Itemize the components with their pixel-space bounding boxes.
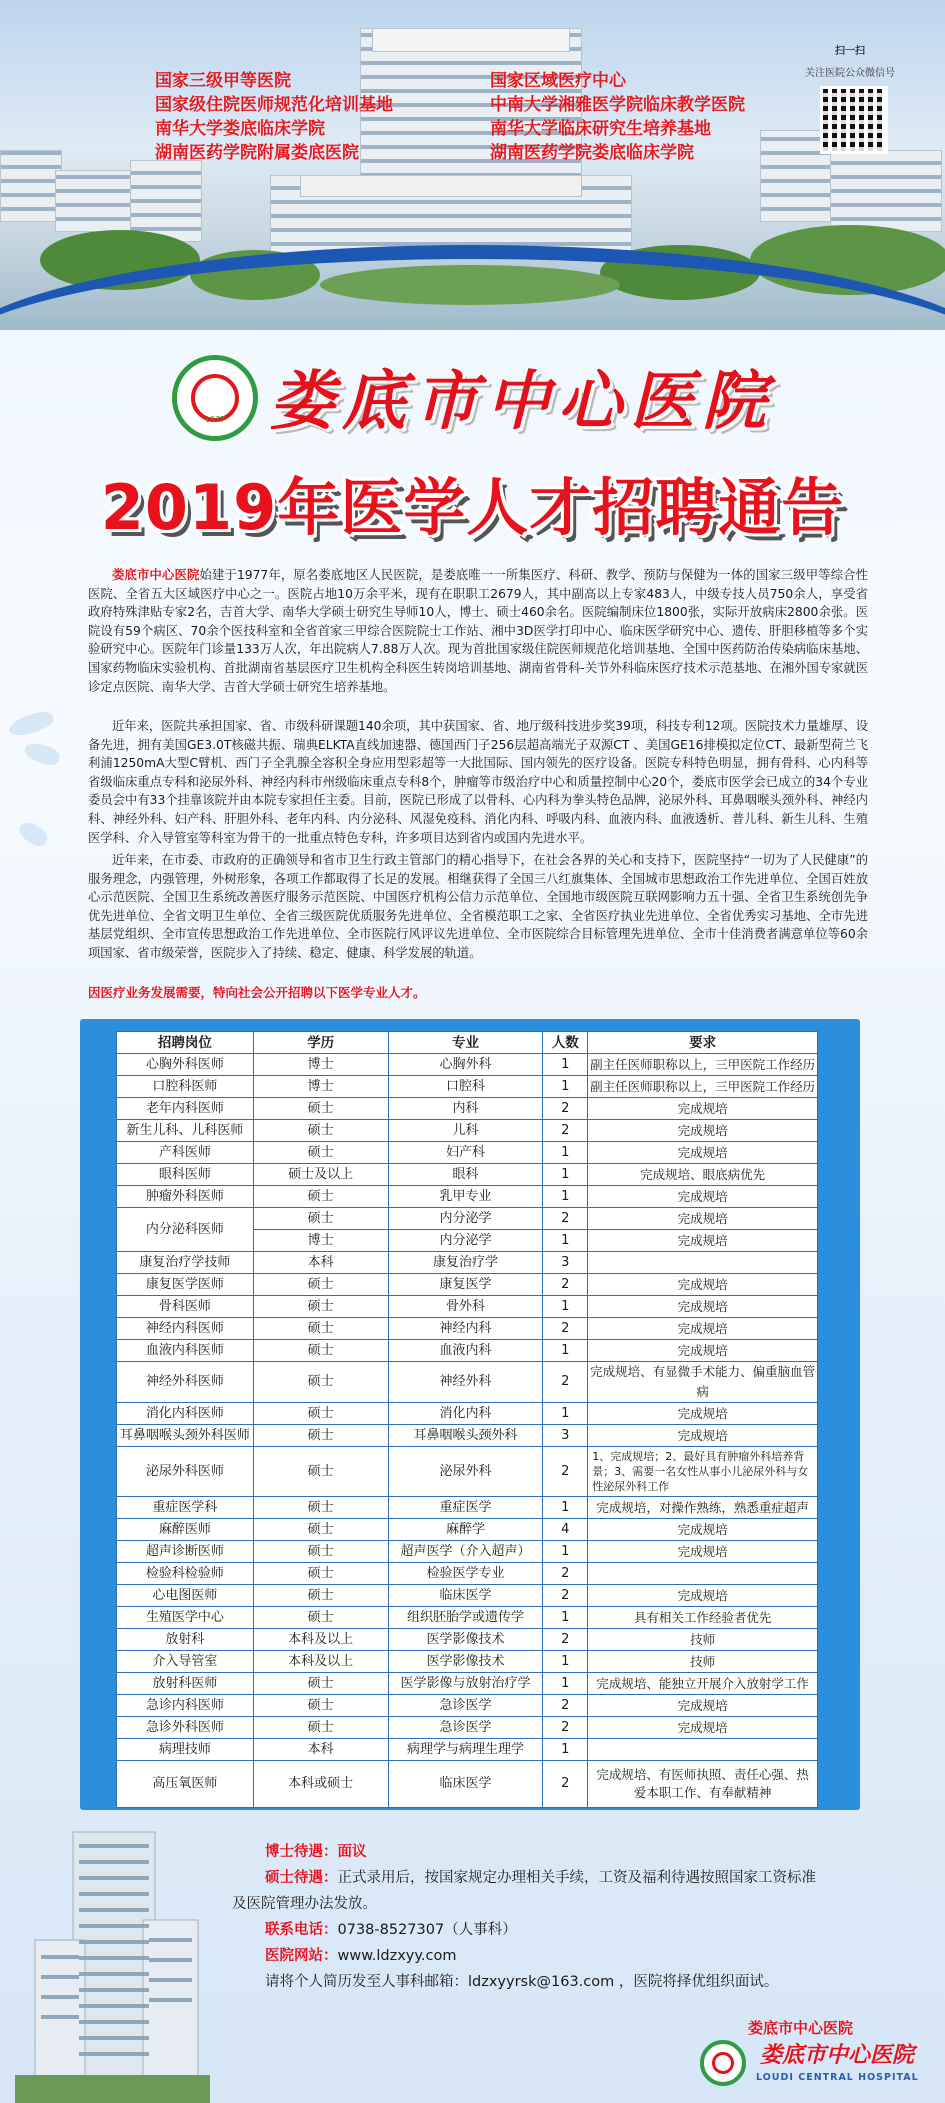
- table-row: [117, 1739, 818, 1761]
- cell-major: 医学影像技术: [388, 1651, 543, 1673]
- cell-position: 神经内科医师: [117, 1318, 254, 1340]
- cell-count: 2: [543, 1695, 588, 1717]
- cell-requirements: 1、完成规培；2、最好具有肿瘤外科培养背景；3、需要一名女性从事小儿泌尿外科与女性泌尿外科工作: [588, 1447, 818, 1497]
- intro-hospital-name: 娄底市中心医院: [112, 568, 200, 582]
- col-header-requirements: 要求: [588, 1032, 818, 1054]
- master-label: 硕士待遇：: [265, 1870, 338, 1886]
- cell-education: 硕士: [253, 1274, 388, 1296]
- cell-position: 消化内科医师: [117, 1403, 254, 1425]
- table-row: [117, 1403, 818, 1425]
- cell-education: 硕士: [253, 1403, 388, 1425]
- cell-count: 2: [543, 1761, 588, 1808]
- cell-education: 博士: [253, 1076, 388, 1098]
- cell-count: 2: [543, 1447, 588, 1497]
- cell-position: 内分泌科医师: [117, 1208, 254, 1252]
- cell-major: 急诊医学: [388, 1717, 543, 1739]
- cell-position: 心胸外科医师: [117, 1054, 254, 1076]
- cell-position: 麻醉医师: [117, 1519, 254, 1541]
- cell-major: 超声医学（介入超声）: [388, 1541, 543, 1563]
- cell-position: 康复医学医师: [117, 1274, 254, 1296]
- cell-major: 妇产科: [388, 1142, 543, 1164]
- cell-education: 硕士: [253, 1142, 388, 1164]
- cell-education: 硕士: [253, 1208, 388, 1230]
- phd-label: 博士待遇：: [265, 1844, 338, 1860]
- cell-education: 硕士: [253, 1717, 388, 1739]
- cell-requirements: 完成规培: [588, 1519, 818, 1541]
- contact-phone: [265, 1918, 517, 1939]
- cell-count: 1: [543, 1340, 588, 1362]
- cell-major: 神经内科: [388, 1318, 543, 1340]
- table-row: [117, 1274, 818, 1296]
- cell-major: 病理学与病理生理学: [388, 1739, 543, 1761]
- qr-code-icon[interactable]: [820, 86, 888, 154]
- table-row: [117, 1629, 818, 1651]
- table-row: [117, 1318, 818, 1340]
- cell-requirements: [588, 1563, 818, 1585]
- dove-icon: [6, 708, 55, 741]
- cell-education: 硕士及以上: [253, 1164, 388, 1186]
- cell-education: 硕士: [253, 1098, 388, 1120]
- cell-major: 临床医学: [388, 1585, 543, 1607]
- cell-count: 1: [543, 1230, 588, 1252]
- cell-education: 硕士: [253, 1695, 388, 1717]
- cell-education: 博士: [253, 1230, 388, 1252]
- hospital-website: [265, 1944, 456, 1965]
- cell-count: 1: [543, 1497, 588, 1519]
- cell-position: 泌尿外科医师: [117, 1447, 254, 1497]
- cell-count: 1: [543, 1186, 588, 1208]
- cell-education: 硕士: [253, 1519, 388, 1541]
- cell-count: 3: [543, 1252, 588, 1274]
- table-row: [117, 1076, 818, 1098]
- credential-left-1: 国家三级甲等医院: [155, 71, 291, 91]
- cell-major: 内科: [388, 1098, 543, 1120]
- cell-requirements: 技师: [588, 1629, 818, 1651]
- cell-count: 1: [543, 1076, 588, 1098]
- table-row: [117, 1252, 818, 1274]
- website-link[interactable]: www.ldzxyy.com: [337, 1948, 457, 1964]
- recruitment-table-panel: [80, 1019, 860, 1810]
- dove-icon: [16, 819, 51, 850]
- cell-requirements: 技师: [588, 1651, 818, 1673]
- footer-logo: [700, 2040, 746, 2086]
- col-header-count: 人数: [543, 1032, 588, 1054]
- phone-label: 联系电话：: [265, 1922, 338, 1938]
- cell-major: 医学影像与放射治疗学: [388, 1673, 543, 1695]
- cell-count: 1: [543, 1164, 588, 1186]
- hospital-building-image: [15, 1820, 210, 2103]
- table-row: [117, 1296, 818, 1318]
- col-header-position: 招聘岗位: [117, 1032, 254, 1054]
- cell-count: 1: [543, 1673, 588, 1695]
- cell-count: 1: [543, 1296, 588, 1318]
- cell-count: 1: [543, 1541, 588, 1563]
- table-body: [117, 1054, 818, 1808]
- cell-major: 重症医学: [388, 1497, 543, 1519]
- cell-position: 心电图医师: [117, 1585, 254, 1607]
- cell-major: 临床医学: [388, 1761, 543, 1808]
- table-row: [117, 1186, 818, 1208]
- logo-year: 1977: [204, 415, 226, 424]
- cell-major: 医学影像技术: [388, 1629, 543, 1651]
- cell-requirements: 完成规培: [588, 1717, 818, 1739]
- cell-requirements: [588, 1252, 818, 1274]
- recruitment-note: 因医疗业务发展需要，特向社会公开招聘以下医学专业人才。: [88, 985, 426, 1000]
- cell-position: 产科医师: [117, 1142, 254, 1164]
- cell-major: 血液内科: [388, 1340, 543, 1362]
- dove-icon: [22, 741, 61, 768]
- cell-education: 硕士: [253, 1318, 388, 1340]
- cell-major: 急诊医学: [388, 1695, 543, 1717]
- cell-count: 2: [543, 1563, 588, 1585]
- table-row: [117, 1717, 818, 1739]
- cell-position: 检验科检验师: [117, 1563, 254, 1585]
- col-header-education: 学历: [253, 1032, 388, 1054]
- cell-major: 眼科: [388, 1164, 543, 1186]
- cell-requirements: 完成规培: [588, 1186, 818, 1208]
- cell-position: 肿瘤外科医师: [117, 1186, 254, 1208]
- cell-requirements: 完成规培，对操作熟练，熟悉重症超声: [588, 1497, 818, 1519]
- cell-education: 硕士: [253, 1340, 388, 1362]
- cell-count: 2: [543, 1362, 588, 1403]
- cell-major: 内分泌学: [388, 1230, 543, 1252]
- cell-major: 检验医学专业: [388, 1563, 543, 1585]
- cell-count: 1: [543, 1142, 588, 1164]
- cell-count: 2: [543, 1629, 588, 1651]
- table-row: [117, 1563, 818, 1585]
- footer-logo-text: 娄底市中心医院: [760, 2042, 915, 2068]
- credential-right-1: 国家区域医疗中心: [490, 71, 626, 91]
- cell-major: 麻醉学: [388, 1519, 543, 1541]
- table-row: [117, 1695, 818, 1717]
- table-row: [117, 1761, 818, 1808]
- cell-count: 2: [543, 1318, 588, 1340]
- table-header-row: [117, 1032, 818, 1054]
- cell-count: 1: [543, 1651, 588, 1673]
- cell-count: 1: [543, 1403, 588, 1425]
- cell-count: 4: [543, 1519, 588, 1541]
- intro-paragraph-2: 近年来，医院共承担国家、省、市级科研课题140余项，其中获国家、省、地厅级科技进步奖39项，科技专利12项。医院技术力量雄厚、设备先进，拥有美国GE3.0T核磁共振、瑞典ELKTA直线加速器、德国西门子256层超高端光子双源CT 、美国GE16排模拟定位CT、最新型荷兰飞利浦1250mA大型C臂机、西门子全乳腺全容积全身应用型彩超等一大批国际、国内领先的医疗设备。医院专科特色明显，拥有骨科、心内科等省级临床重点专科和泌尿外科、神经内科市州级临床重点专科8个，肿瘤等市级治疗中心和质量控制中心20个，娄底市医学会已成立的34个专业委员会中有33个挂靠该院并由本院专家担任主委。目前，医院已形成了以骨科、心内科为拳头特色品牌，泌尿外科、耳鼻咽喉头颈外科、神经内科、神经外科、妇产科、肝胆外科、老年内科、内分泌科、风湿免疫科、消化内科、呼吸内科、血液内科、血液透析、普儿科、新生儿科、生殖医学科、介入导管室等科室为骨干的一批重点特色专科，许多项目达到省内或国内先进水平。: [88, 719, 868, 845]
- master-benefits: [265, 1866, 816, 1887]
- cell-major: 耳鼻咽喉头颈外科: [388, 1425, 543, 1447]
- cell-requirements: 完成规培: [588, 1274, 818, 1296]
- cell-major: 心胸外科: [388, 1054, 543, 1076]
- phone-value[interactable]: 0738-8527307（人事科）: [337, 1922, 517, 1938]
- cell-position: 放射科医师: [117, 1673, 254, 1695]
- cell-major: 康复治疗学: [388, 1252, 543, 1274]
- cell-requirements: 完成规培: [588, 1318, 818, 1340]
- cell-requirements: 完成规培: [588, 1098, 818, 1120]
- cell-position: 康复治疗学技师: [117, 1252, 254, 1274]
- cell-requirements: 完成规培: [588, 1296, 818, 1318]
- table-row: [117, 1651, 818, 1673]
- cell-position: 介入导管室: [117, 1651, 254, 1673]
- cell-position: 重症医学科: [117, 1497, 254, 1519]
- cell-position: 病理技师: [117, 1739, 254, 1761]
- cell-major: 儿科: [388, 1120, 543, 1142]
- cell-position: 口腔科医师: [117, 1076, 254, 1098]
- cell-position: 血液内科医师: [117, 1340, 254, 1362]
- cell-position: 眼科医师: [117, 1164, 254, 1186]
- cell-requirements: 完成规培: [588, 1340, 818, 1362]
- header-banner: [0, 0, 945, 330]
- cell-position: 放射科: [117, 1629, 254, 1651]
- cell-education: 本科: [253, 1252, 388, 1274]
- cell-education: 硕士: [253, 1447, 388, 1497]
- cell-education: 硕士: [253, 1497, 388, 1519]
- cell-requirements: 完成规培: [588, 1541, 818, 1563]
- cell-position: 神经外科医师: [117, 1362, 254, 1403]
- cell-count: 1: [543, 1054, 588, 1076]
- table-row: [117, 1607, 818, 1629]
- table-row: [117, 1585, 818, 1607]
- cell-education: 硕士: [253, 1362, 388, 1403]
- cell-requirements: 副主任医师职称以上，三甲医院工作经历: [588, 1054, 818, 1076]
- cell-education: 本科及以上: [253, 1629, 388, 1651]
- credential-left-2: 国家级住院医师规范化培训基地: [155, 95, 393, 115]
- cell-major: 口腔科: [388, 1076, 543, 1098]
- table-row: [117, 1497, 818, 1519]
- cell-position: 急诊内科医师: [117, 1695, 254, 1717]
- cell-requirements: 完成规培、有显微手术能力、偏重脑血管病: [588, 1362, 818, 1403]
- cell-count: 2: [543, 1208, 588, 1230]
- email-instruction: 请将个人简历发至人事科邮箱：ldzxyyrsk@163.com ，医院将择优组织面试。: [265, 1974, 779, 1990]
- cell-education: 本科: [253, 1739, 388, 1761]
- recruitment-table: [116, 1031, 818, 1808]
- cell-education: 硕士: [253, 1296, 388, 1318]
- cell-position: 急诊外科医师: [117, 1717, 254, 1739]
- credential-right-4: 湖南医药学院娄底临床学院: [490, 143, 694, 163]
- cell-education: 本科及以上: [253, 1651, 388, 1673]
- cell-count: 2: [543, 1717, 588, 1739]
- table-row: [117, 1447, 818, 1497]
- cell-education: 硕士: [253, 1120, 388, 1142]
- master-value: 正式录用后，按国家规定办理相关手续，工资及福利待遇按照国家工资标准: [337, 1870, 816, 1886]
- cell-count: 2: [543, 1585, 588, 1607]
- hospital-name: 娄底市中心医院: [270, 364, 774, 439]
- table-row: [117, 1120, 818, 1142]
- cell-position: 超声诊断医师: [117, 1541, 254, 1563]
- qr-label-top: 扫一扫: [835, 46, 865, 57]
- cell-position: 生殖医学中心: [117, 1607, 254, 1629]
- cell-requirements: [588, 1739, 818, 1761]
- cell-position: 新生儿科、儿科医师: [117, 1120, 254, 1142]
- page-title: 2019年医学人才招聘通告: [100, 471, 845, 544]
- cell-education: 博士: [253, 1054, 388, 1076]
- cell-major: 神经外科: [388, 1362, 543, 1403]
- cell-education: 硕士: [253, 1186, 388, 1208]
- cell-position: 耳鼻咽喉头颈外科医师: [117, 1425, 254, 1447]
- phd-benefits: [265, 1840, 367, 1861]
- credential-right-3: 南华大学临床研究生培养基地: [490, 119, 711, 139]
- table-row: [117, 1164, 818, 1186]
- cell-requirements: 完成规培: [588, 1142, 818, 1164]
- cell-education: 硕士: [253, 1585, 388, 1607]
- table-row: [117, 1425, 818, 1447]
- cell-education: 硕士: [253, 1607, 388, 1629]
- cell-position: 骨科医师: [117, 1296, 254, 1318]
- master-benefits-cont: 及医院管理办法发放。: [232, 1896, 377, 1912]
- footer-english-name: LOUDI CENTRAL HOSPITAL: [756, 2072, 919, 2083]
- intro-paragraph-3: 近年来，在市委、市政府的正确领导和省市卫生行政主管部门的精心指导下，在社会各界的关心和支持下，医院坚持“一切为了人民健康”的服务理念，内强管理，外树形象，各项工作都取得了长足的发展。相继获得了全国三八红旗集体、全国城市思想政治工作先进单位、全国百姓放心示范医院、全国卫生系统改善医疗服务示范医院、中国医疗机构公信力示范单位、全国地市级医院互联网影响力五十强、全省卫生系统创先争优先进单位、全省文明卫生单位、全省三级医院优质服务先进单位、全省模范职工之家、全省医疗执业先进单位、全省优秀实习基地、全市先进基层党组织、全市宣传思想政治工作先进单位、全市医院行风评议先进单位、全市医院综合目标管理先进单位、全市十佳消费者满意单位等60余项国家、省市级荣誉，医院步入了持续、稳定、健康、科学发展的轨道。: [88, 853, 868, 960]
- cell-requirements: 完成规培、有医师执照、责任心强、热爱本职工作、有奉献精神: [588, 1761, 818, 1808]
- cell-major: 康复医学: [388, 1274, 543, 1296]
- cell-requirements: 完成规培: [588, 1585, 818, 1607]
- cell-count: 2: [543, 1098, 588, 1120]
- cell-requirements: 完成规培: [588, 1120, 818, 1142]
- website-label: 医院网站：: [265, 1948, 338, 1964]
- hospital-logo: [172, 355, 258, 441]
- cell-major: 乳甲专业: [388, 1186, 543, 1208]
- col-header-major: 专业: [388, 1032, 543, 1054]
- phd-value: 面议: [337, 1844, 367, 1860]
- cell-education: 硕士: [253, 1425, 388, 1447]
- cell-major: 组织胚胎学或遗传学: [388, 1607, 543, 1629]
- cell-count: 3: [543, 1425, 588, 1447]
- cell-count: 2: [543, 1274, 588, 1296]
- cell-major: 内分泌学: [388, 1208, 543, 1230]
- cell-education: 硕士: [253, 1673, 388, 1695]
- intro-paragraph-1: [88, 566, 868, 696]
- credential-left-4: 湖南医药学院附属娄底医院: [155, 143, 359, 163]
- cell-requirements: 副主任医师职称以上，三甲医院工作经历: [588, 1076, 818, 1098]
- table-row: [117, 1340, 818, 1362]
- cell-position: 老年内科医师: [117, 1098, 254, 1120]
- cell-position: 高压氧医师: [117, 1761, 254, 1808]
- intro-text-1: 始建于1977年，原名娄底地区人民医院，是娄底唯一一所集医疗、科研、教学、预防与保健为一体的国家三级甲等综合性医院、全省五大区域医疗中心之一。医院占地10万余平米，现有在职职工2679人，其中副高以上专家483人，中级专技人员750余人，享受省政府特殊津贴专家2名，吉首大学、南华大学硕士研究生导师10人，博士、硕士460余名。医院编制床位1800张，实际开放病床2800余张。医院设有59个病区、70余个医技科室和全省首家三甲综合医院院士工作站、湘中3D医学打印中心、临床医学研究中心、遗传、肝胆移植等多个实验研究中心。医院年门诊量133万人次，年出院病人7.88万人次。现为首批国家级住院医师规范化培训基地、全国中医药防治传染病临床基地、国家药物临床实验机构、首批湖南省基层医疗卫生机构全科医生转岗培训基地、湖南省骨科-关节外科临床医疗技术示范基地、在湘外国专家就医诊定点医院、南华大学、吉首大学硕士研究生培养基地。: [88, 568, 868, 694]
- table-row: [117, 1208, 818, 1230]
- footer-hospital-name: 娄底市中心医院: [748, 2019, 854, 2037]
- cell-count: 2: [543, 1120, 588, 1142]
- cell-requirements: 完成规培: [588, 1208, 818, 1230]
- cell-requirements: 具有相关工作经验者优先: [588, 1607, 818, 1629]
- cell-education: 本科或硕士: [253, 1761, 388, 1808]
- cell-requirements: 完成规培、能独立开展介入放射学工作: [588, 1673, 818, 1695]
- table-row: [117, 1519, 818, 1541]
- table-row: [117, 1673, 818, 1695]
- credential-left-3: 南华大学娄底临床学院: [155, 119, 325, 139]
- cell-major: 消化内科: [388, 1403, 543, 1425]
- table-row: [117, 1541, 818, 1563]
- cell-major: 泌尿外科: [388, 1447, 543, 1497]
- table-row: [117, 1054, 818, 1076]
- cell-requirements: 完成规培、眼底病优先: [588, 1164, 818, 1186]
- table-row: [117, 1362, 818, 1403]
- cell-major: 骨外科: [388, 1296, 543, 1318]
- table-row: [117, 1142, 818, 1164]
- qr-label-bottom: 关注医院公众微信号: [805, 68, 895, 79]
- cell-count: 1: [543, 1607, 588, 1629]
- cell-requirements: 完成规培: [588, 1425, 818, 1447]
- cell-education: 硕士: [253, 1563, 388, 1585]
- cell-count: 1: [543, 1739, 588, 1761]
- cell-education: 硕士: [253, 1541, 388, 1563]
- credential-right-2: 中南大学湘雅医学院临床教学医院: [490, 95, 745, 115]
- cell-requirements: 完成规培: [588, 1230, 818, 1252]
- table-row: [117, 1098, 818, 1120]
- cell-requirements: 完成规培: [588, 1695, 818, 1717]
- cell-requirements: 完成规培: [588, 1403, 818, 1425]
